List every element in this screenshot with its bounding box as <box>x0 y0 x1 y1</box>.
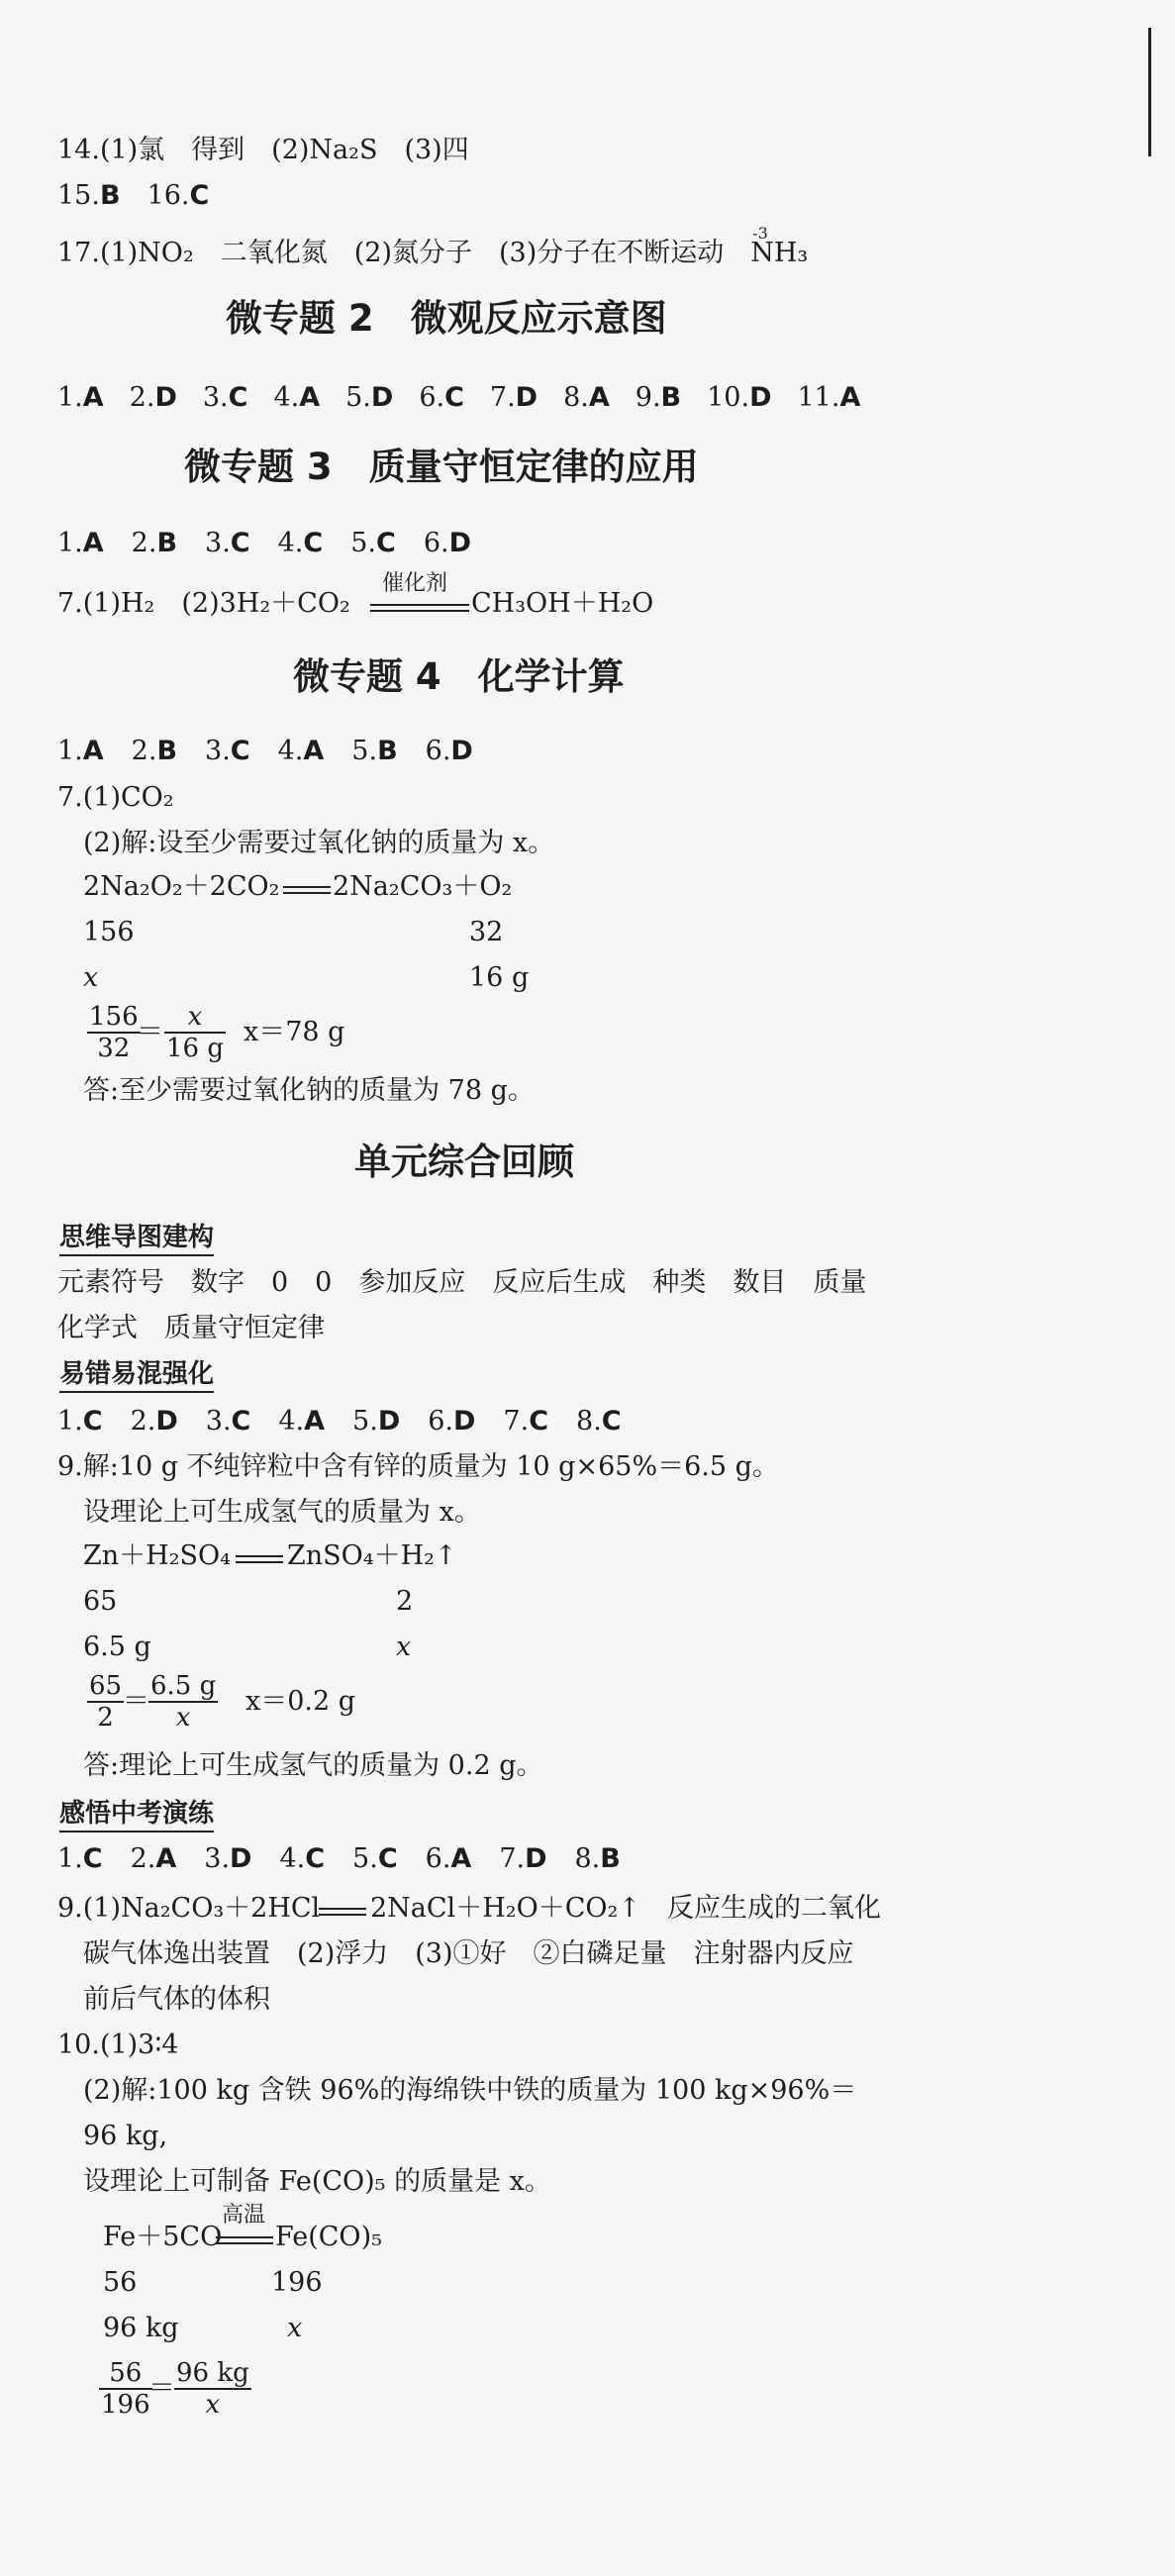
section-mindmap-heading: 思维导图建构 <box>59 1222 214 1256</box>
answer-item: 5.C <box>350 528 396 558</box>
reaction-equals <box>319 1908 366 1916</box>
known-mass: 96 kg <box>103 2313 179 2343</box>
q10-line-4: 设理论上可制备 Fe(CO)₅ 的质量是 x。 <box>83 2166 551 2197</box>
high-temp-condition: 高温 <box>222 2203 266 2228</box>
result-x: x＝0.2 g <box>245 1686 356 1717</box>
answer-item: 7.D <box>489 382 539 413</box>
q15-16-line: 15.B 16.C <box>57 180 210 211</box>
topic3-q7-right: CH₃OH＋H₂O <box>471 588 654 619</box>
equals-sign: ＝ <box>123 1686 149 1717</box>
q10-eq-right: Fe(CO)₅ <box>275 2222 382 2252</box>
answer-item: 3.D <box>204 1843 252 1874</box>
q9-eq-right: ZnSO₄＋H₂↑ <box>287 1540 457 1571</box>
topic3-title: 微专题 3 质量守恒定律的应用 <box>184 446 699 488</box>
section-exam-heading: 感悟中考演练 <box>59 1798 214 1833</box>
topic2-title: 微专题 2 微观反应示意图 <box>226 297 667 340</box>
answer-item: 7.D <box>499 1843 547 1874</box>
unknown-x: x <box>396 1632 412 1662</box>
fraction-left: $\frac{156}{32}$ <box>89 1002 139 1063</box>
topic3-q7-left: 7.(1)H₂ (2)3H₂＋CO₂ <box>57 588 350 619</box>
answer-item: 6.D <box>428 1406 476 1437</box>
mindmap-line-1: 元素符号 数字 0 0 参加反应 反应后生成 种类 数目 质量 <box>57 1267 867 1298</box>
mass-ratio-value: 32 <box>469 917 504 947</box>
answer-item: 8.C <box>576 1406 622 1437</box>
answer-item: 3.C <box>205 736 250 766</box>
topic4-answer-line: 答:至少需要过氧化钠的质量为 78 g。 <box>83 1075 535 1106</box>
q9-eq-left: Zn＋H₂SO₄ <box>83 1540 231 1571</box>
answer-item: 3.C <box>205 528 250 558</box>
mass-ratio-value: 156 <box>83 917 135 947</box>
q17-line: 17.(1)NO₂ 二氧化氮 (2)氮分子 (3)分子在不断运动 -3 NH₃ <box>57 224 809 268</box>
section2-answers <box>57 1406 649 1437</box>
answer-item: 4.C <box>277 528 324 558</box>
fraction-right: $\frac{6.5 g}{x}$ <box>150 1671 217 1733</box>
q14-line: 14.(1)氯 得到 (2)Na₂S (3)四 <box>57 135 469 165</box>
known-mass: 16 g <box>469 962 530 993</box>
answer-item: 4.A <box>278 1406 326 1437</box>
answer-item: 2.B <box>131 528 178 558</box>
unknown-x: x <box>83 962 99 993</box>
topic3-answers <box>57 528 499 559</box>
mass-ratio-value: 196 <box>271 2267 323 2298</box>
q10-eq-left: Fe＋5CO <box>103 2222 223 2252</box>
answer-item: 9.B <box>635 382 682 413</box>
catalyst-condition: 催化剂 <box>382 571 448 596</box>
mindmap-line-2: 化学式 质量守恒定律 <box>57 1313 325 1343</box>
q10-line-2: (2)解:100 kg 含铁 96%的海绵铁中铁的质量为 100 kg×96%＝ <box>83 2075 857 2106</box>
s3-q9-eq-right: 2NaCl＋H₂O＋CO₂↑ 反应生成的二氧化 <box>370 1893 881 1924</box>
answer-item: 6.A <box>425 1843 472 1874</box>
q9-line-1: 9.解:10 g 不纯锌粒中含有锌的质量为 10 g×65%＝6.5 g。 <box>57 1451 779 1482</box>
answer-item: 1.C <box>57 1406 103 1437</box>
s3-q9-line-2: 碳气体逸出装置 (2)浮力 (3)①好 ②白磷足量 注射器内反应 <box>83 1938 854 1969</box>
topic4-q7-1: 7.(1)CO₂ <box>57 782 174 813</box>
topic4-title: 微专题 4 化学计算 <box>293 655 625 698</box>
reaction-equals <box>236 1555 283 1563</box>
mass-ratio-value: 56 <box>103 2267 138 2298</box>
section3-answers <box>57 1843 648 1875</box>
answer-item: 11.A <box>797 382 861 413</box>
topic4-answers <box>57 736 501 767</box>
answer-item: 5.C <box>352 1843 398 1874</box>
answer-item: 1.A <box>57 736 104 766</box>
answer-item: 3.C <box>205 1406 251 1437</box>
fraction-right: $\frac{96 kg}{x}$ <box>176 2358 249 2420</box>
answer-item: 1.A <box>57 528 104 558</box>
answer-item: 3.C <box>202 382 248 413</box>
answer-item: 5.B <box>351 736 398 766</box>
q10-line-1: 10.(1)3∶4 <box>57 2030 179 2060</box>
s3-q9-line-3: 前后气体的体积 <box>83 1984 270 2015</box>
answer-item: 1.A <box>57 382 104 413</box>
answer-item: 6.D <box>423 528 471 558</box>
reaction-equals <box>216 2236 273 2244</box>
unknown-x: x <box>287 2313 303 2343</box>
answer-item: 4.C <box>279 1843 326 1874</box>
topic4-eq-right: 2Na₂CO₃＋O₂ <box>333 871 513 902</box>
mass-ratio-value: 65 <box>83 1586 118 1617</box>
answer-item: 2.D <box>129 382 177 413</box>
answer-item: 2.A <box>130 1843 177 1874</box>
fraction-left: $\frac{56}{196}$ <box>101 2358 150 2420</box>
answer-item: 5.D <box>345 382 394 413</box>
review-title: 单元综合回顾 <box>354 1140 574 1183</box>
result-x: x＝78 g <box>244 1017 345 1047</box>
section-errors-heading: 易错易混强化 <box>59 1358 214 1393</box>
s3-q9-eq-left: 9.(1)Na₂CO₃＋2HCl <box>57 1893 321 1924</box>
fraction-right: $\frac{x}{16 g}$ <box>166 1002 224 1063</box>
answer-item: 8.B <box>574 1843 621 1874</box>
answer-item: 8.A <box>563 382 610 413</box>
page-edge-mark <box>1148 28 1151 156</box>
q9-answer-line: 答:理论上可生成氢气的质量为 0.2 g。 <box>83 1750 543 1781</box>
fraction-left: $\frac{65}{2}$ <box>89 1671 123 1733</box>
answer-item: 7.C <box>503 1406 549 1437</box>
answer-item: 6.C <box>419 382 464 413</box>
mass-ratio-value: 2 <box>396 1586 414 1617</box>
q9-line-2: 设理论上可生成氢气的质量为 x。 <box>83 1497 481 1528</box>
reaction-equals <box>370 604 469 612</box>
reaction-equals <box>283 886 331 894</box>
answer-item: 4.A <box>277 736 325 766</box>
topic2-answers <box>57 382 886 414</box>
answer-item: 2.D <box>130 1406 178 1437</box>
known-mass: 6.5 g <box>83 1632 151 1662</box>
answer-item: 6.D <box>425 736 473 766</box>
topic4-q7-2: (2)解:设至少需要过氧化钠的质量为 x。 <box>83 828 555 858</box>
topic4-eq-left: 2Na₂O₂＋2CO₂ <box>83 871 280 902</box>
answer-item: 1.C <box>57 1843 103 1874</box>
answer-item: 10.D <box>707 382 772 413</box>
equals-sign: ＝ <box>148 2373 175 2404</box>
equals-sign: ＝ <box>137 1017 163 1047</box>
answer-item: 5.D <box>352 1406 401 1437</box>
answer-item: 4.A <box>273 382 321 413</box>
answer-item: 2.B <box>131 736 178 766</box>
q10-line-3: 96 kg, <box>83 2121 168 2151</box>
